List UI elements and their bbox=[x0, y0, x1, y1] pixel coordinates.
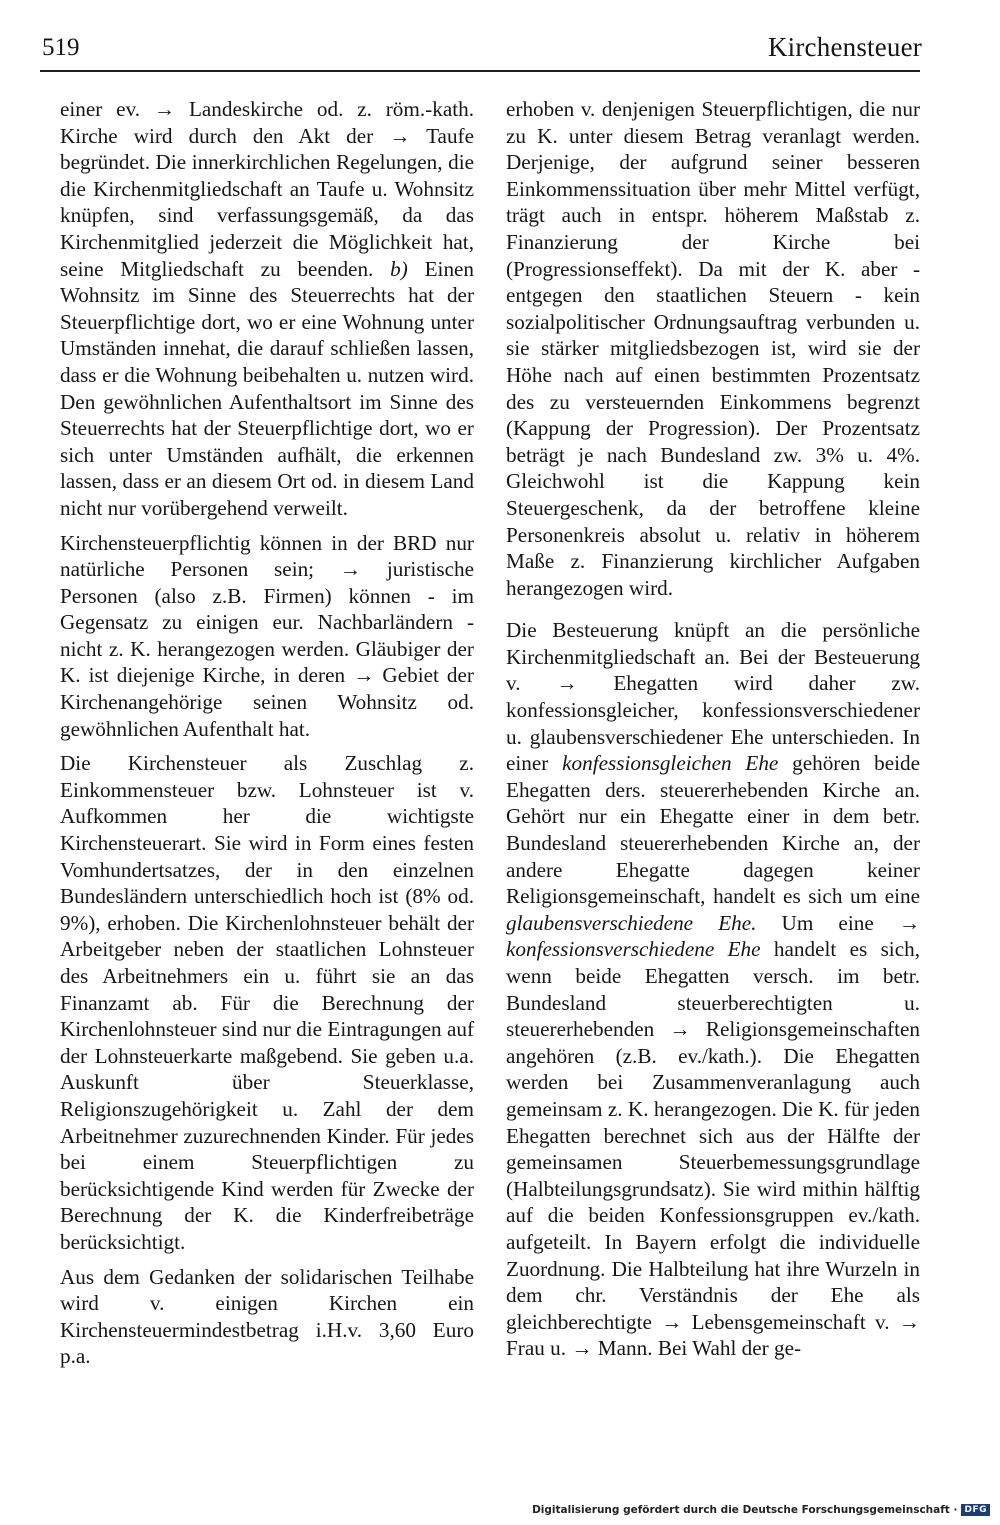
right-column bbox=[506, 96, 920, 1370]
enumeration-marker: b) bbox=[390, 256, 408, 281]
emphasis-term: glaubensverschiedene Ehe. bbox=[506, 910, 757, 935]
header-rule bbox=[40, 70, 920, 72]
emphasis-term: konfessionsgleichen Ehe bbox=[562, 751, 779, 776]
footer-text: Digitalisierung gefördert durch die Deutsche Forschungsgemeinschaft · bbox=[532, 1504, 958, 1516]
paragraph: Die Kirchensteuer als Zuschlag z. Einkommensteuer bzw. Lohnsteuer ist v. Aufkommen her die wichtigste Kirchensteuerart. Sie wird in Form eines festen Vomhundertsatzes, der in den einzelnen Bundesländern unterschiedlich hoch ist (8% od. 9%), erhoben. Die Kirchenlohnsteuer behält der Arbeitgeber neben der staatlichen Lohnsteuer des Arbeitnehmers ein u. führt sie an das Finanzamt ab. Für die Berechnung der Kirchenlohnsteuer sind nur die Eintragungen auf der Lohnsteuerkarte maßgebend. Sie geben u.a. Auskunft über Steuerklasse, Religionszugehörigkeit u. Zahl der dem Arbeitnehmer zuzurechnenden Kinder. Für jedes bei einem Steuerpflichtigen zu berücksichtigende Kind werden für Zwecke der Berechnung der K. die Kinderfreibeträge berücksichtigt. bbox=[60, 751, 474, 1254]
running-head: Kirchensteuer bbox=[767, 32, 922, 62]
page-number: 519 bbox=[42, 34, 80, 61]
paragraph: Aus dem Gedanken der solidarischen Teilhabe wird v. einigen Kirchen ein Kirchensteuermindestbetrag i.H.v. 3,60 Euro p.a. bbox=[60, 1264, 474, 1369]
paragraph: erhoben v. denjenigen Steuerpflichtigen, die nur zu K. unter diesem Betrag veranlagt werden. Derjenige, der aufgrund seiner besseren Einkommenssituation über mehr Mittel verfügt, trägt auch in entspr. höherem Maßstab z. Finanzierung der Kirche bei (Progressionseffekt). Da mit der K. aber - entgegen den staatlichen Steuern - kein sozialpolitischer Ordnungsauftrag verbunden u. sie stärker mitgliedsbezogen ist, wird sie der Höhe nach auf einen bestimmten Prozentsatz des zu versteuernden Einkommens begrenzt (Kappung der Progression). Der Prozentsatz beträgt je nach Bundesland zw. 3% u. 4%. Gleichwohl ist die Kappung kein Steuergeschenk, da der betroffene kleine Personenkreis absolut u. relativ in höherem Maße z. Finanzierung kirchlicher Aufgaben herangezogen wird. bbox=[506, 97, 920, 600]
paragraph-text: Um eine → bbox=[781, 910, 921, 935]
paragraph bbox=[60, 96, 474, 522]
dfg-logo: DFG bbox=[961, 1504, 990, 1516]
emphasis-term: konfessionsverschiedene Ehe bbox=[506, 937, 761, 962]
paragraph bbox=[506, 617, 920, 1362]
paragraph-text: gehören beide Ehegatten ders. steuererhebenden Kirche an. Gehört nur ein Ehegatte einer in dem betr. Bundesland steuererhebenden Kirche an, der andere Ehegatte dagegen keiner Religionsgemeinschaft, handelt es sich um eine bbox=[506, 751, 921, 909]
paragraph-text: Die Besteuerung knüpft an die persönliche Kirchenmitgliedschaft an. Bei der Besteuerung v. → Ehegatten wird daher zw. konfessionsgleicher, konfessionsverschiedener u. glaubensverschiedener Ehe unterschieden. In einer bbox=[506, 618, 920, 776]
digitization-footer bbox=[532, 1504, 990, 1516]
left-column bbox=[60, 96, 474, 1378]
paragraph-text: einer ev. → Landeskirche od. z. röm.-kath. Kirche wird durch den Akt der → Taufe begründet. Die innerkirchlichen Regelungen, die die Kirchenmitgliedschaft an Taufe u. Wohnsitz knüpfen, sind verfassungsgemäß, da das Kirchenmitglied jederzeit die Möglichkeit hat, seine Mitgliedschaft zu beenden. bbox=[60, 97, 474, 281]
paragraph-text: handelt es sich, wenn beide Ehegatten versch. im betr. Bundesland steuerberechtigten u. steuererhebenden → Religionsgemeinschaften angehören (z.B. ev./kath.). Die Ehegatten werden bei Zusammenveranlagung auch gemeinsam z. K. herangezogen. Die K. für jeden Ehegatten berechnet sich aus der Hälfte der gemeinsamen Steuerbemessungsgrundlage (Halbteilungsgrundsatz). Sie wird mithin hälftig auf die beiden Konfessionsgruppen ev./kath. aufgeteilt. In Bayern erfolgt die individuelle Zuordnung. Die Halbteilung hat ihre Wurzeln in dem chr. Verständnis der Ehe als gleichberechtigte → Lebensgemeinschaft v. → Frau u. → Mann. Bei Wahl der ge- bbox=[506, 937, 920, 1361]
paragraph: Kirchensteuerpflichtig können in der BRD nur natürliche Personen sein; → juristische Personen (also z.B. Firmen) können - im Gegensatz zu einigen eur. Nachbarländern - nicht z. K. herangezogen werden. Gläubiger der K. ist diejenige Kirche, in deren → Gebiet der Kirchenangehörige seinen Wohnsitz od. gewöhnlichen Aufenthalt hat. bbox=[60, 530, 474, 741]
paragraph-text: Einen Wohnsitz im Sinne des Steuerrechts hat der Steuerpflichtige dort, wo er eine Wohnung unter Umständen innehat, die darauf schließen lassen, dass er die Wohnung beibehalten u. nutzen wird. Den gewöhnlichen Aufenthaltsort im Sinne des Steuerrechts hat der Steuerpflichtige dort, wo er sich unter Umständen aufhält, die erkennen lassen, dass er an diesem Ort od. in diesem Land nicht nur vorübergehend verweilt. bbox=[60, 256, 475, 520]
